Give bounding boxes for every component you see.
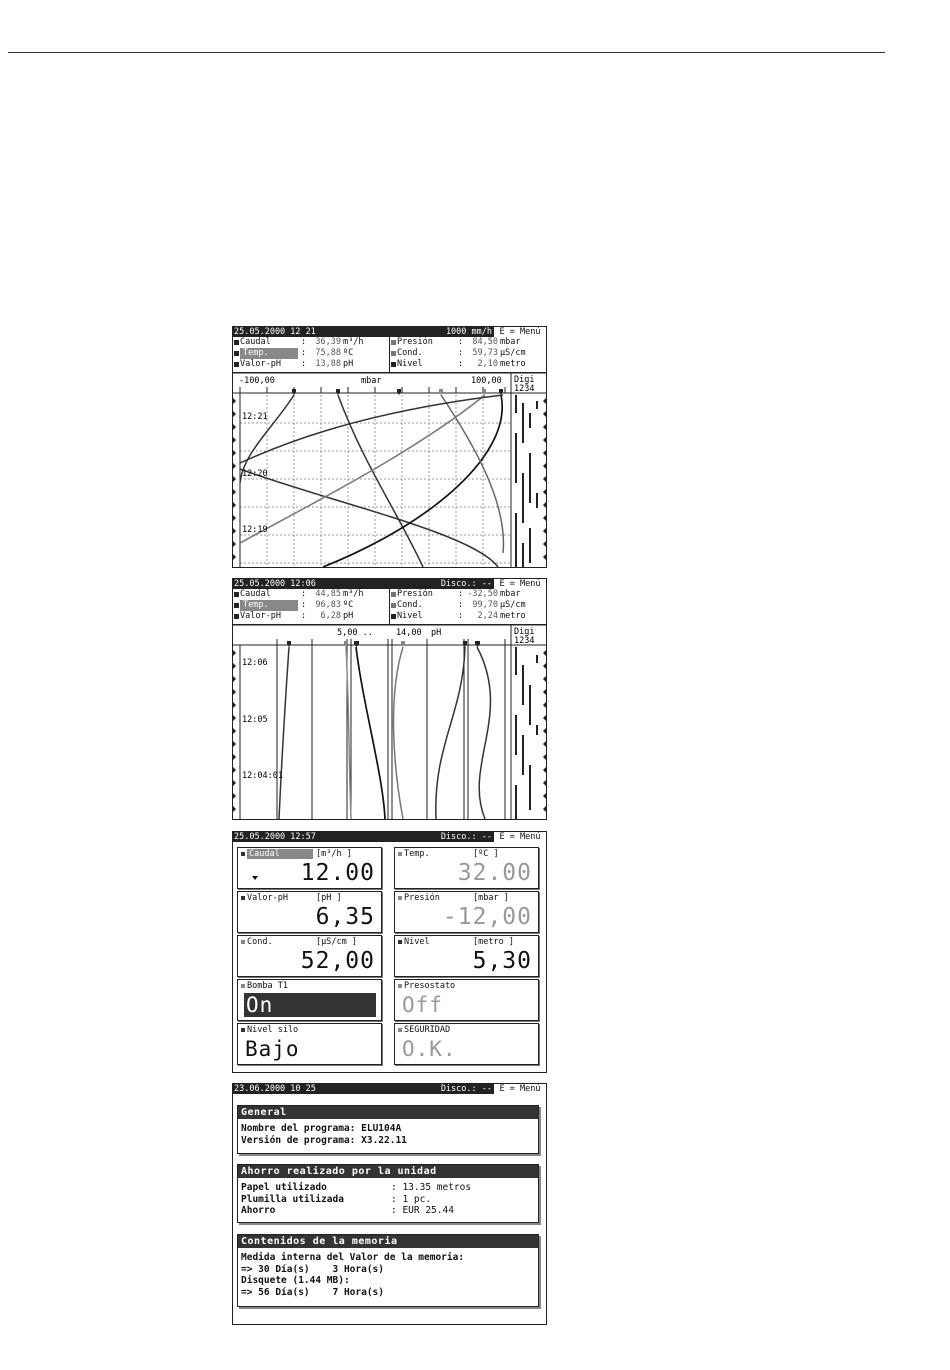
- tile-bomba-t1[interactable]: [237, 979, 382, 1021]
- channel-row: Nivel : 2,10 metro: [390, 359, 545, 370]
- channel-name: Caudal: [240, 589, 271, 599]
- channel-row: Valor-pH : 6,28 pH: [233, 611, 388, 622]
- trend-chart-horizontal: [233, 373, 546, 567]
- tile-nivel-silo[interactable]: [237, 1023, 382, 1065]
- channel-value: 59,73: [472, 348, 498, 358]
- channel-value: 36,39: [315, 337, 341, 347]
- tile-unit: [mbar ]: [473, 893, 509, 903]
- channel-unit: pH: [343, 611, 354, 621]
- tile-nivel[interactable]: [394, 935, 539, 977]
- disk-status: Disco.: --: [440, 1084, 492, 1094]
- screen-curve-horizontal: [232, 326, 547, 568]
- tile-value: 5,30: [472, 948, 532, 974]
- tile-name: Nivel silo: [247, 1025, 299, 1035]
- channel-value: 44,85: [315, 589, 341, 599]
- scale-unit-label: pH: [431, 628, 442, 638]
- datetime: 23.06.2000 10 25: [234, 1084, 316, 1094]
- tile-unit: [µS/cm ]: [316, 937, 357, 947]
- scale-min-label: 5,00 ..: [337, 628, 373, 638]
- info-value: ELU104A: [361, 1123, 402, 1134]
- info-row: [238, 1182, 538, 1194]
- screen-info: [232, 1083, 547, 1325]
- channel-name: Presión: [397, 589, 433, 599]
- time-label: 12:19: [242, 525, 268, 535]
- time-label: 12:20: [242, 469, 268, 479]
- memoria-title: Contenidos de la memoria: [238, 1235, 538, 1248]
- tile-value: 6,35: [315, 904, 375, 930]
- tile-presion[interactable]: [394, 891, 539, 933]
- binary-value: O.K.: [402, 1037, 457, 1061]
- channel-unit: metro: [500, 611, 526, 621]
- time-label: 12:21: [242, 412, 268, 422]
- info-label: Versión de programa:: [241, 1134, 356, 1146]
- time-label: 12:05: [242, 715, 268, 725]
- channel-name: Cond.: [397, 600, 423, 610]
- tile-name: Cond.: [247, 937, 273, 947]
- channel-value: 84,50: [472, 337, 498, 347]
- tile-value: 32.00: [457, 860, 532, 886]
- channel-name: Valor-pH: [240, 611, 281, 621]
- ahorro-box: [237, 1164, 539, 1223]
- channel-value: 2,24: [477, 611, 498, 621]
- info-label: Nombre del programa:: [241, 1123, 356, 1134]
- tile-name: Presostato: [404, 981, 456, 991]
- channel-unit: µS/cm: [500, 348, 526, 358]
- binary-value: Off: [402, 993, 443, 1017]
- info-row: [238, 1194, 538, 1206]
- channel-unit: m³/h: [343, 337, 364, 347]
- datetime: 25.05.2000 12 21: [234, 327, 316, 337]
- channel-values: [233, 337, 546, 373]
- tile-name: Valor-pH: [247, 893, 288, 903]
- tile-value: -12,00: [442, 904, 532, 930]
- datetime: 25.05.2000 12:06: [234, 579, 316, 589]
- channel-unit: metro: [500, 359, 526, 369]
- channel-unit: pH: [343, 359, 354, 369]
- tile-cond[interactable]: [237, 935, 382, 977]
- channel-row: Cond. : 99,70 µS/cm: [390, 600, 545, 611]
- screen-curve-vertical: [232, 578, 547, 820]
- info-row: [238, 1205, 538, 1217]
- scale-unit-label: mbar: [361, 376, 382, 386]
- tile-name: SEGURIDAD: [404, 1025, 451, 1035]
- channel-row: Temp. : 96,83 ºC: [233, 600, 388, 611]
- channel-name: Nivel: [397, 611, 423, 621]
- channel-name-selected[interactable]: Temp.: [240, 348, 298, 359]
- scale-max-label: 100,00: [471, 376, 502, 386]
- general-title: General: [238, 1106, 538, 1119]
- tile-name: Presión: [404, 893, 440, 903]
- tile-value: 12.00: [300, 860, 375, 886]
- channel-value: 6,28: [320, 611, 341, 621]
- channel-row: Caudal : 44,85 m³/h: [233, 589, 388, 600]
- binary-value: On: [244, 993, 376, 1017]
- menu-button[interactable]: E = Menú: [493, 832, 546, 842]
- menu-button[interactable]: E = Menú: [493, 579, 546, 589]
- channel-name: Cond.: [397, 348, 423, 358]
- memory-line: => 56 Día(s) 7 Hora(s): [241, 1286, 384, 1298]
- channel-value: 96,83: [315, 600, 341, 610]
- digi-title: Digi: [514, 627, 535, 637]
- tile-valor-ph[interactable]: [237, 891, 382, 933]
- channel-values-left: [233, 589, 388, 624]
- memory-line: => 30 Día(s) 3 Hora(s): [241, 1263, 384, 1275]
- channel-row: Temp. : 75,88 ºC: [233, 348, 388, 359]
- menu-button[interactable]: E = Menú: [493, 327, 546, 337]
- paper-speed: 1000 mm/h: [445, 327, 492, 337]
- scroll-down-icon[interactable]: [252, 876, 258, 880]
- info-value: : EUR 25.44: [391, 1205, 454, 1216]
- status-bar: [233, 1084, 546, 1094]
- tile-temp[interactable]: [394, 847, 539, 889]
- disk-status: Disco.: --: [440, 579, 492, 589]
- tile-name: Bomba T1: [247, 981, 288, 991]
- channel-value: 2,10: [477, 359, 498, 369]
- trend-chart-vertical: [233, 625, 546, 819]
- channel-unit: m³/h: [343, 589, 364, 599]
- channel-name: Valor-pH: [240, 359, 281, 369]
- channel-row: Caudal : 36,39 m³/h: [233, 337, 388, 348]
- info-label: Plumilla utilizada: [241, 1193, 344, 1205]
- scale-min-label: -100,00: [239, 376, 275, 386]
- channel-values-left: [233, 337, 388, 372]
- info-value: X3.22.11: [361, 1134, 407, 1146]
- channel-unit: ºC: [343, 600, 354, 610]
- info-row: [238, 1123, 538, 1135]
- digi-numbers: 1234: [514, 636, 535, 646]
- channel-row: Presión : -32,50 mbar: [390, 589, 545, 600]
- digi-numbers: 1234: [514, 384, 535, 394]
- screen-digital-display: [232, 831, 547, 1073]
- channel-value: -32,50: [467, 589, 498, 599]
- info-label: Ahorro: [241, 1205, 276, 1216]
- channel-row: Presión : 84,50 mbar: [390, 337, 545, 348]
- digi-title: Digi: [514, 375, 535, 385]
- tile-seguridad[interactable]: [394, 1023, 539, 1065]
- channel-value: 13,88: [315, 359, 341, 369]
- channel-unit: µS/cm: [500, 600, 526, 610]
- tile-unit: [pH ]: [316, 893, 342, 903]
- time-label: 12:06: [242, 658, 268, 668]
- tile-unit: [ºC ]: [473, 849, 499, 859]
- channel-values-right: [389, 337, 545, 372]
- channel-name-selected[interactable]: Temp.: [240, 600, 298, 611]
- channel-value: 99,70: [472, 600, 498, 610]
- tile-presostato[interactable]: [394, 979, 539, 1021]
- info-row: [238, 1135, 538, 1147]
- general-box: [237, 1105, 539, 1154]
- disk-status: Disco.: --: [440, 832, 492, 842]
- tile-caudal[interactable]: [237, 847, 382, 889]
- tile-unit: [metro ]: [473, 937, 514, 947]
- time-label: 12:04:01: [242, 771, 283, 781]
- info-label: Papel utilizado: [241, 1182, 327, 1193]
- info-value: : 1 pc.: [391, 1193, 432, 1205]
- channel-values-right: [389, 589, 545, 624]
- tile-name: Caudal: [247, 849, 313, 859]
- status-bar: [233, 832, 546, 842]
- status-bar: [233, 579, 546, 589]
- tile-name: Temp.: [404, 849, 430, 859]
- info-value: : 13.35 metros: [391, 1182, 472, 1193]
- channel-name: Presión: [397, 337, 433, 347]
- ahorro-title: Ahorro realizado por la unidad: [238, 1165, 538, 1178]
- tile-value: 52,00: [300, 948, 375, 974]
- channel-unit: mbar: [500, 337, 521, 347]
- channel-name: Caudal: [240, 337, 271, 347]
- tile-unit: [m³/h ]: [316, 849, 352, 859]
- channel-unit: ºC: [343, 348, 354, 358]
- menu-button[interactable]: E = Menú: [493, 1084, 546, 1094]
- memoria-box: [237, 1234, 539, 1307]
- channel-row: Cond. : 59,73 µS/cm: [390, 348, 545, 359]
- tile-name: Nivel: [404, 937, 430, 947]
- channel-name: Nivel: [397, 359, 423, 369]
- channel-unit: mbar: [500, 589, 521, 599]
- binary-value: Bajo: [245, 1037, 300, 1061]
- page-header-rule: [8, 52, 885, 53]
- status-bar: [233, 327, 546, 337]
- memory-line: Medida interna del Valor de la memoria:: [241, 1252, 465, 1263]
- datetime: 25.05.2000 12:57: [234, 832, 316, 842]
- scale-max-label: 14,00: [396, 628, 422, 638]
- channel-value: 75,88: [315, 348, 341, 358]
- memory-line: Disquete (1.44 MB):: [241, 1275, 350, 1286]
- channel-row: Valor-pH : 13,88 pH: [233, 359, 388, 370]
- channel-row: Nivel : 2,24 metro: [390, 611, 545, 622]
- channel-values: [233, 589, 546, 625]
